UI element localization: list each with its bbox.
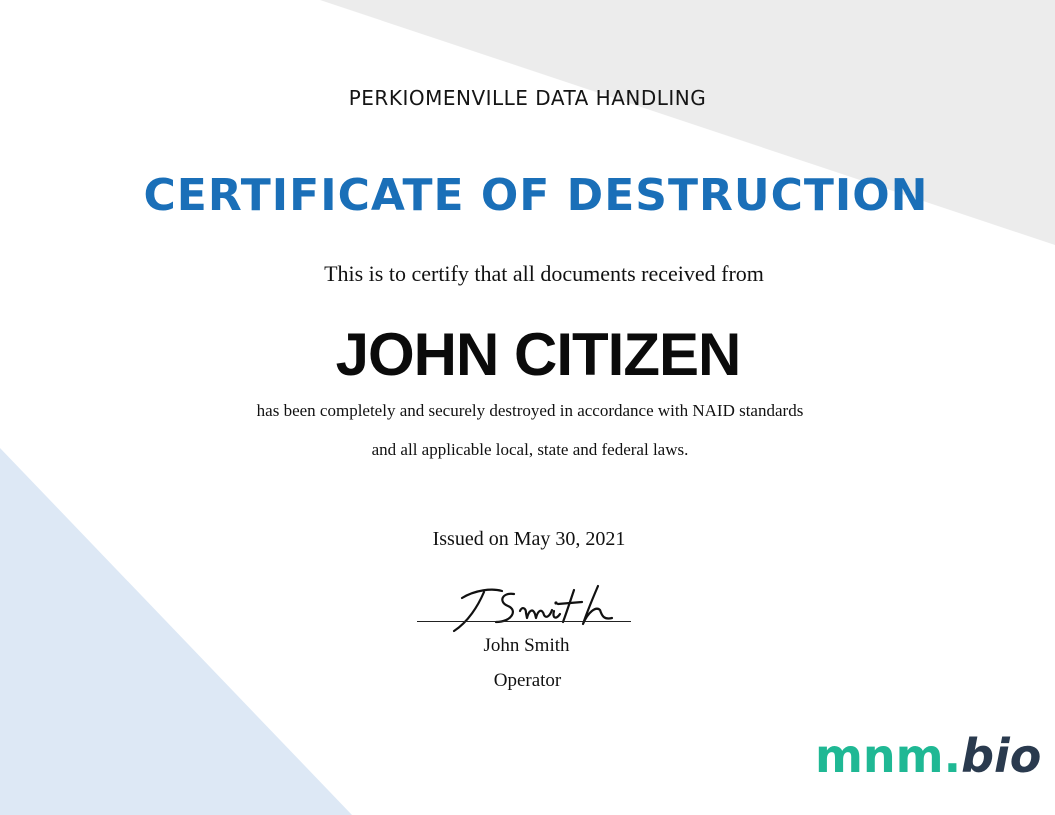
signer-name: John Smith: [483, 635, 570, 656]
handwritten-signature: [440, 578, 630, 638]
body-text-line-1: has been completely and securely destroyed in accordance with NAID standards: [256, 401, 804, 420]
signer-role: Operator: [493, 670, 562, 691]
certificate-title: CERTIFICATE OF DESTRUCTION: [143, 170, 929, 221]
brand-watermark: [815, 728, 1041, 784]
issued-date: Issued on May 30, 2021: [432, 528, 626, 550]
signature-line: [417, 621, 631, 622]
company-name: PERKIOMENVILLE DATA HANDLING: [348, 86, 707, 110]
body-text-line-2: and all applicable local, state and federal laws.: [371, 440, 689, 459]
intro-text: This is to certify that all documents received from: [324, 261, 764, 286]
brand-watermark-part2: bio: [961, 729, 1042, 783]
recipient-name: JOHN CITIZEN: [335, 321, 741, 388]
bottom-left-blue-triangle: [0, 448, 352, 815]
brand-watermark-part1: mnm.: [815, 729, 962, 783]
